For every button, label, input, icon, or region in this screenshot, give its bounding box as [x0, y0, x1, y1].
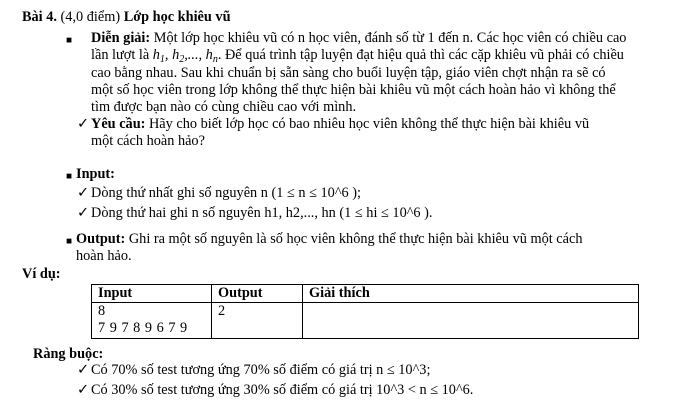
example-output-cell: 2: [212, 303, 303, 338]
output-text-1: Ghi ra một số nguyên là số học viên không thể thực hiện bài khiêu vũ một cách: [128, 231, 583, 247]
constraint-item-1: Có 70% số test tương ứng 70% số điểm có giá trị n ≤ 10^3;: [91, 362, 431, 378]
bullet-icon: ■: [66, 35, 73, 46]
checkmark-icon: ✓: [77, 116, 89, 132]
checkmark-icon: ✓: [77, 362, 89, 378]
description-line-5: tìm được bạn nào có cùng chiều cao với mình.: [91, 99, 357, 115]
header-explanation: Giải thích: [303, 285, 639, 303]
requirement-text-1: Hãy cho biết lớp học có bao nhiêu học viên không thể thực hiện bài khiêu vũ: [148, 116, 590, 132]
header-output: Output: [212, 285, 303, 303]
requirement-line-2: một cách hoàn hảo?: [91, 133, 205, 149]
problem-heading: [22, 9, 231, 26]
constraint-item-2: Có 30% số test tương ứng 30% số điểm có giá trị 10^3 < n ≤ 10^6.: [91, 382, 474, 398]
checkmark-icon: ✓: [77, 205, 89, 221]
description-line-2: [91, 47, 624, 64]
example-label: Ví dụ:: [22, 266, 61, 282]
problem-number: Bài 4.: [22, 9, 57, 25]
bullet-icon: ■: [66, 171, 73, 182]
table-header-row: [92, 285, 639, 303]
example-input-line-1: 8: [98, 303, 106, 320]
output-line-2: hoàn hảo.: [76, 248, 132, 264]
description-text-1: Một lớp học khiêu vũ có n học viên, đánh số từ 1 đến n. Các học viên có chiều cao: [153, 30, 627, 46]
input-line-2: Dòng thứ hai ghi n số nguyên h1, h2,..., hn (1 ≤ hi ≤ 10^6 ).: [91, 205, 433, 221]
constraints-label: Ràng buộc:: [33, 346, 104, 362]
bullet-icon: ■: [66, 236, 73, 247]
checkmark-icon: ✓: [77, 382, 89, 398]
input-line-1: Dòng thứ nhất ghi số nguyên n (1 ≤ n ≤ 10^6 );: [91, 185, 362, 201]
description-text-2-post: . Để quá trình tập luyện đạt hiệu quả thì các cặp khiêu vũ phải có chiều: [217, 47, 624, 63]
problem-points: (4,0 điểm): [60, 9, 121, 25]
checkmark-icon: ✓: [77, 185, 89, 201]
output-label: Output:: [76, 231, 126, 247]
description-label: Diễn giải:: [91, 30, 151, 46]
requirement-line-1: [91, 116, 589, 133]
description-line-1: [91, 30, 676, 47]
requirement-label: Yêu cầu:: [91, 116, 146, 132]
table-row: [92, 303, 639, 338]
example-input-line-2: 7 9 7 8 9 6 7 9: [98, 320, 188, 337]
example-explanation-cell: [303, 303, 639, 338]
height-variables: $h_1$, $h_2$,..., $h_n$: [152, 47, 218, 65]
description-line-3: cao bằng nhau. Sau khi chuẩn bị sẵn sàng cho buổi luyện tập, giáo viên chợt nhận ra sẽ có: [91, 65, 606, 81]
description-text-2-pre: lần lượt là: [91, 47, 150, 63]
example-input-cell: [92, 303, 212, 338]
input-label: Input:: [76, 166, 115, 182]
header-input: Input: [92, 285, 212, 303]
description-line-4: một số học viên trong lớp không thể thực hiện bài khiêu vũ một cách hoàn hảo vì không thể: [91, 82, 616, 98]
example-table: [91, 284, 639, 339]
output-line-1: [76, 231, 582, 248]
problem-title: Lớp học khiêu vũ: [123, 9, 231, 25]
